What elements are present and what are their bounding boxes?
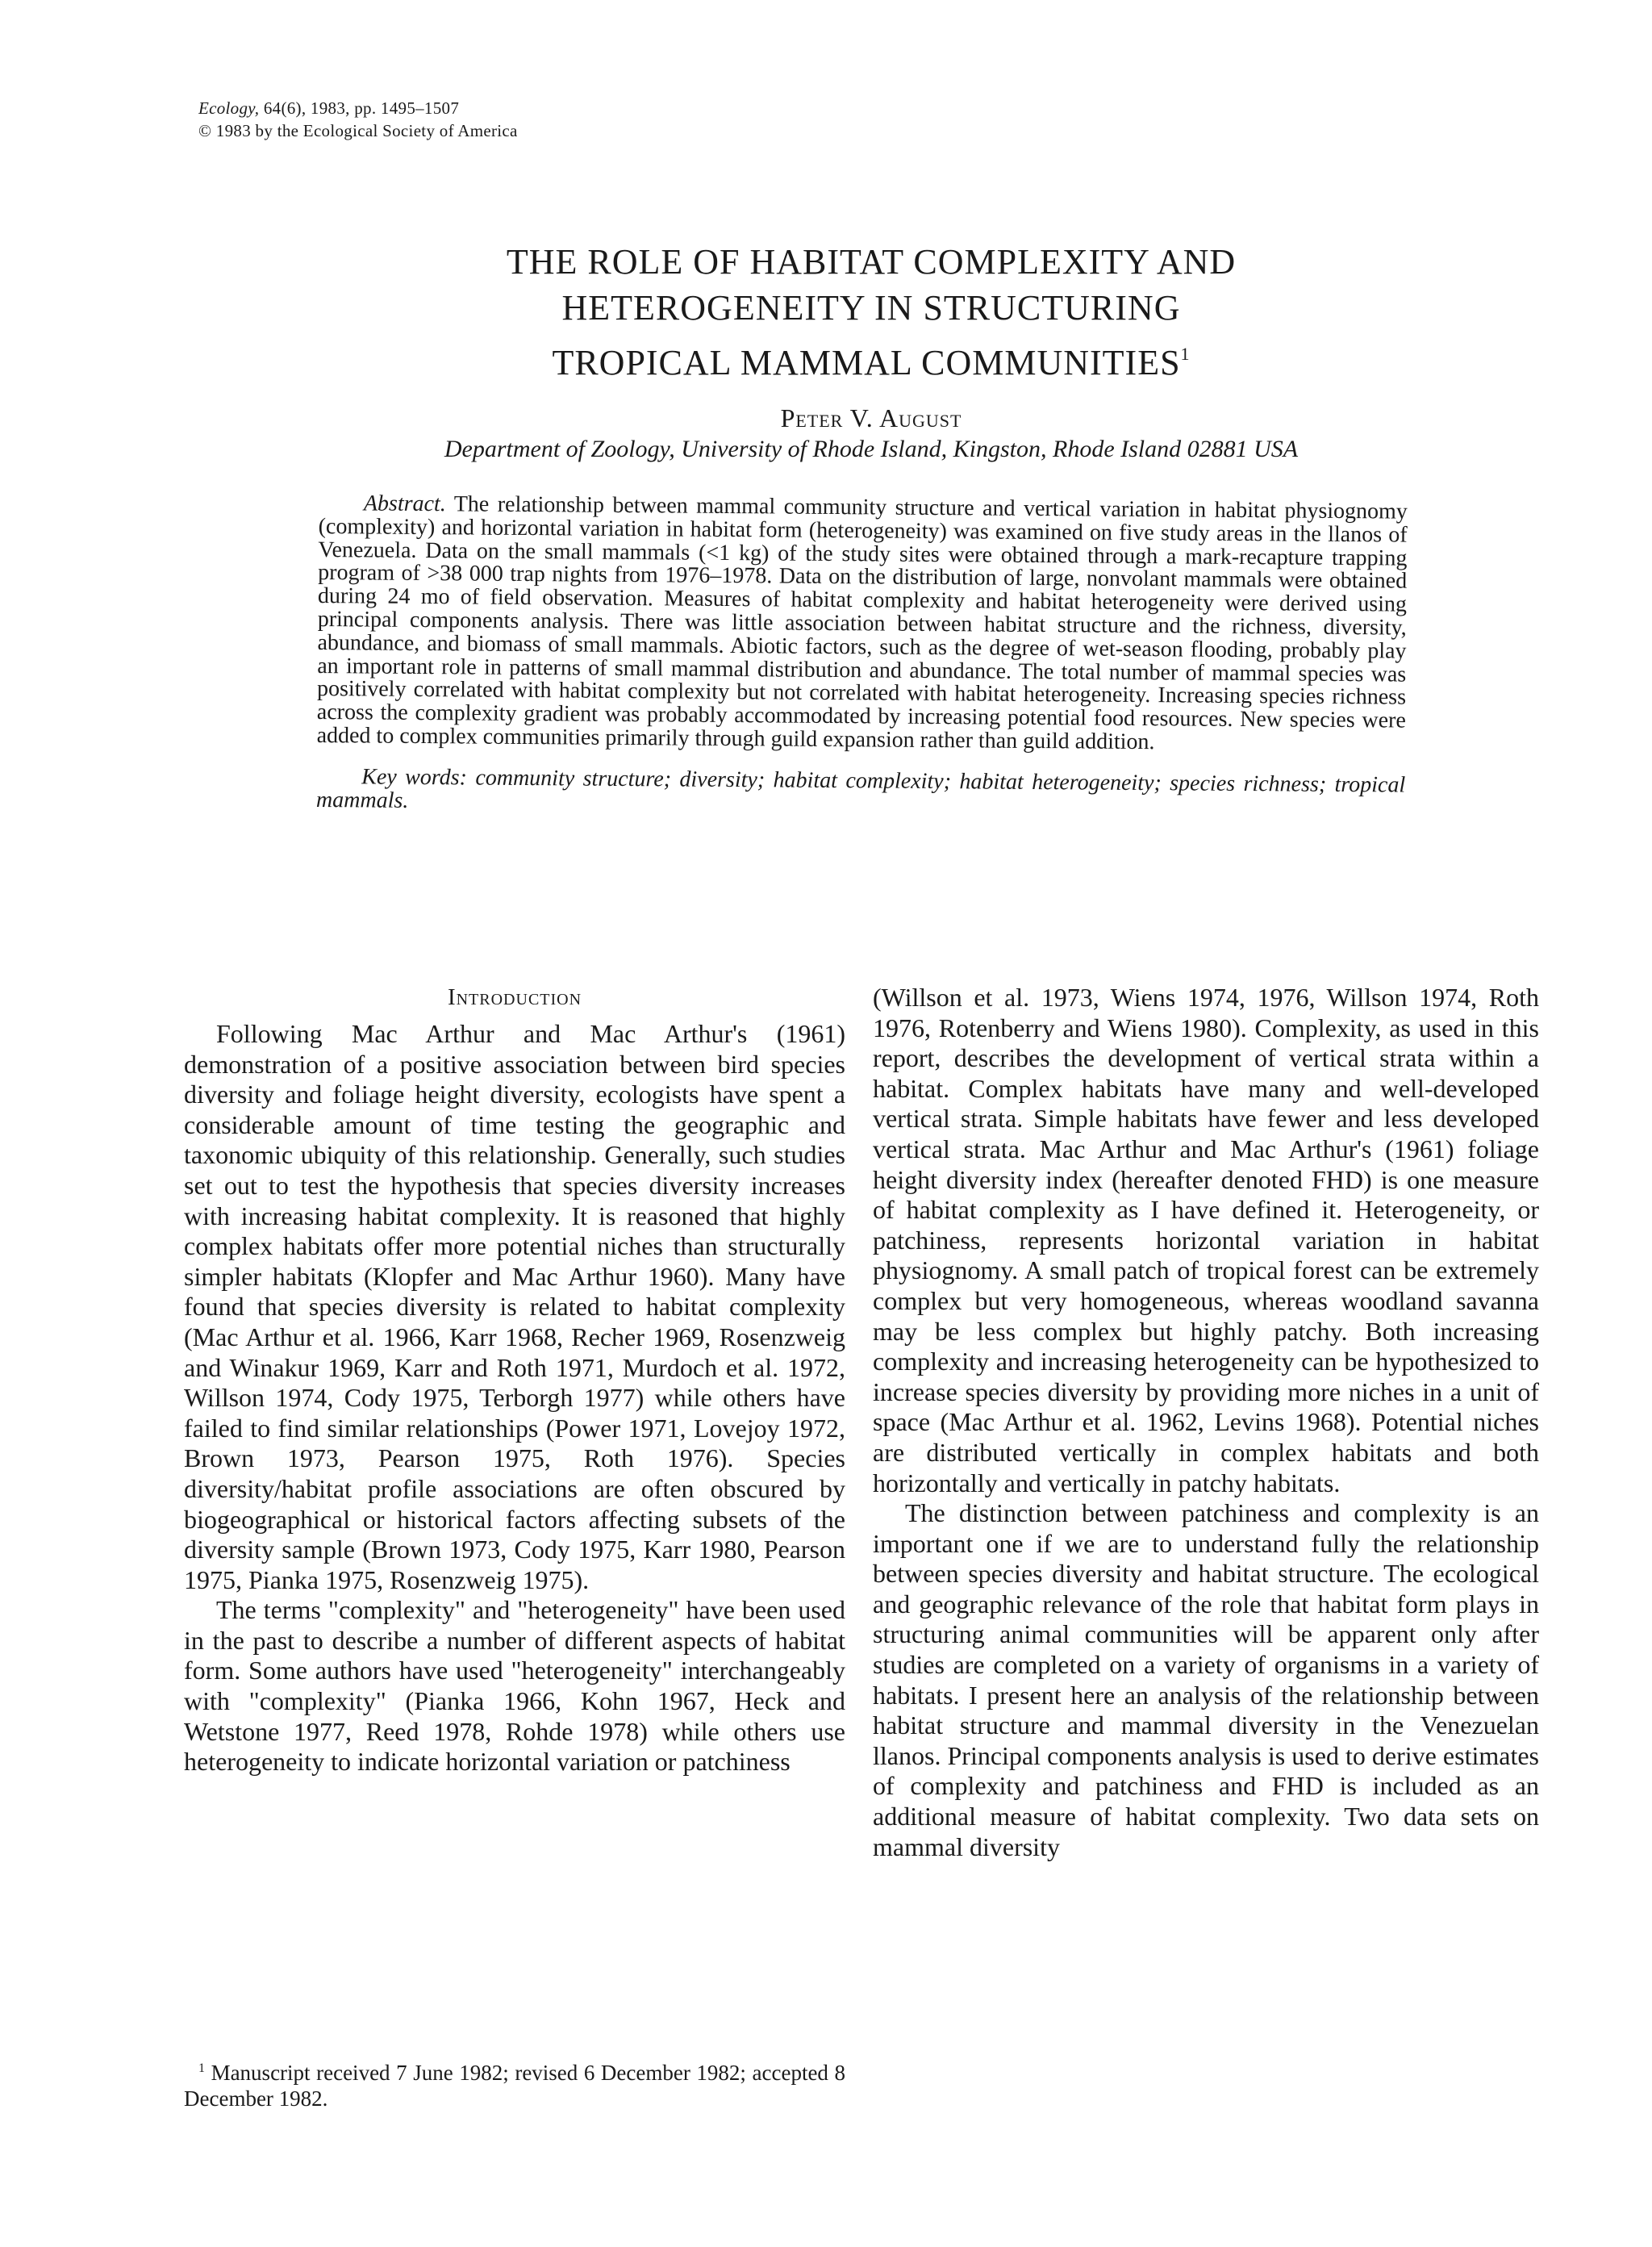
citation-header xyxy=(198,97,518,142)
title-line-3 xyxy=(242,331,1500,386)
title-line-2: HETEROGENEITY IN STRUCTURING xyxy=(561,288,1181,328)
citation-line xyxy=(198,97,518,119)
intro-paragraph-3: (Willson et al. 1973, Wiens 1974, 1976, Willson 1974, Roth 1976, Rotenberry and Wiens 1980). Complexity, as used in this report, describes the development of vertical strata within a habitat. Complex habitats have many and well-developed vertical strata. Simple habitats have fewer and less developed vertical strata. Mac Arthur and Mac Arthur's (1961) foliage height diversity index (hereafter denoted FHD) is one measure of habitat complexity as I have defined it. Heterogeneity, or patchiness, represents horizontal variation in habitat physiognomy. A small patch of tropical forest can be extremely complex but very homogeneous, whereas woodland savanna may be less complex but highly patchy. Both increasing complexity and increasing heterogeneity can be hypothesized to increase species diversity by providing more niches in a unit of space (Mac Arthur et al. 1962, Levins 1968). Potential niches are distributed vertically in complex habitats and both horizontally and vertically in patchy habitats. xyxy=(873,983,1539,1497)
journal-name: Ecology, xyxy=(198,98,260,118)
footnote-text: Manuscript received 7 June 1982; revised 6 December 1982; accepted 8 December 1982. xyxy=(184,2061,845,2111)
intro-paragraph-2: The terms "complexity" and "heterogeneity" have been used in the past to describe a number of different aspects of habitat form. Some authors have used "heterogeneity" interchangeably with "complexity" (Pianka 1966, Kohn 1967, Heck and Wetstone 1977, Reed 1978, Rohde 1978) while others use heterogeneity to indicate horizontal variation or patchiness xyxy=(184,1595,845,1777)
section-heading-introduction: Introduction xyxy=(447,984,582,1010)
intro-paragraph-1: Following Mac Arthur and Mac Arthur's (1961) demonstration of a positive association between bird species diversity and foliage height diversity, ecologists have spent a considerable amount of time testing the geographic and taxonomic ubiquity of this relationship. Generally, such studies set out to test the hypothesis that species diversity increases with increasing habitat complexity. It is reasoned that highly complex habitats offer more potential niches than structurally simpler habitats (Klopfer and Mac Arthur 1960). Many have found that species diversity is related to habitat complexity (Mac Arthur et al. 1966, Karr 1968, Recher 1969, Rosenzweig and Winakur 1969, Karr and Roth 1971, Murdoch et al. 1972, Willson 1974, Cody 1975, Terborgh 1977) while others have failed to find similar relationships (Power 1971, Lovejoy 1972, Brown 1973, Pearson 1975, Roth 1976). Species diversity/habitat profile associations are often obscured by biogeographical or historical factors affecting subsets of the diversity sample (Brown 1973, Cody 1975, Karr 1980, Pearson 1975, Pianka 1975, Rosenzweig 1975). xyxy=(184,1019,845,1594)
intro-paragraph-4: The distinction between patchiness and complexity is an important one if we are to understand fully the relationship between species diversity and habitat structure. The ecological and geographic relevance of the role that habitat form plays in structuring animal communities will be apparent only after studies are completed on a variety of organisms in a variety of habitats. I present here an analysis of the relationship between habitat structure and mammal diversity in the Venezuelan llanos. Principal components analysis is used to derive estimates of complexity and patchiness and FHD is included as an additional measure of habitat complexity. Two data sets on mammal diversity xyxy=(873,1498,1539,1861)
abstract-label: Abstract. xyxy=(363,491,446,517)
author-name: Peter V. August xyxy=(780,403,962,432)
author-affiliation: Department of Zoology, University of Rhode Island, Kingston, Rhode Island 02881 USA xyxy=(444,436,1299,462)
abstract-block xyxy=(316,492,1408,821)
abstract-paragraph xyxy=(317,492,1408,756)
title-footnote-mark: 1 xyxy=(1180,344,1191,364)
title-line-3-text: TROPICAL MAMMAL COMMUNITIES xyxy=(552,343,1181,382)
footnote-paragraph xyxy=(184,2056,845,2111)
left-column xyxy=(184,983,845,1777)
copyright-line: © 1983 by the Ecological Society of America xyxy=(198,121,518,140)
keywords-label: Key words: xyxy=(361,764,468,791)
manuscript-footnote xyxy=(184,2056,845,2111)
keywords-paragraph xyxy=(316,766,1405,821)
keywords-text: community structure; diversity; habitat complexity; habitat heterogeneity; species richness; tropical mammals. xyxy=(315,765,1406,813)
abstract-text: The relationship between mammal community structure and vertical variation in habitat physiognomy (complexity) and horizontal variation in habitat form (heterogeneity) was examined on five study areas in the llanos of Venezuela. Data on the small mammals (<1 kg) of the study sites were obtained through a mark-recapture trapping program of >38 000 trap nights from 1976–1978. Data on the distribution of large, nonvolant mammals were obtained during 24 mo of field observation. Measures of habitat complexity and habitat heterogeneity were derived using principal components analysis. There was little association between habitat structure and the richness, diversity, abundance, and biomass of small mammals. Abiotic factors, such as the degree of wet-season flooding, probably play an important role in patterns of small mammal distribution and abundance. The total number of mammal species was positively correlated with habitat complexity but not correlated with habitat heterogeneity. Increasing species richness across the complexity gradient was probably accommodated by increasing potential food resources. New species were added to complex communities primarily through guild expansion rather than guild addition. xyxy=(316,491,1408,755)
footnote-mark: 1 xyxy=(198,2061,205,2075)
right-column xyxy=(873,983,1539,1862)
title-line-1: THE ROLE OF HABITAT COMPLEXITY AND xyxy=(506,242,1237,282)
citation-volume-pages: 64(6), 1983, pp. 1495–1507 xyxy=(259,98,460,118)
article-title xyxy=(242,239,1500,386)
